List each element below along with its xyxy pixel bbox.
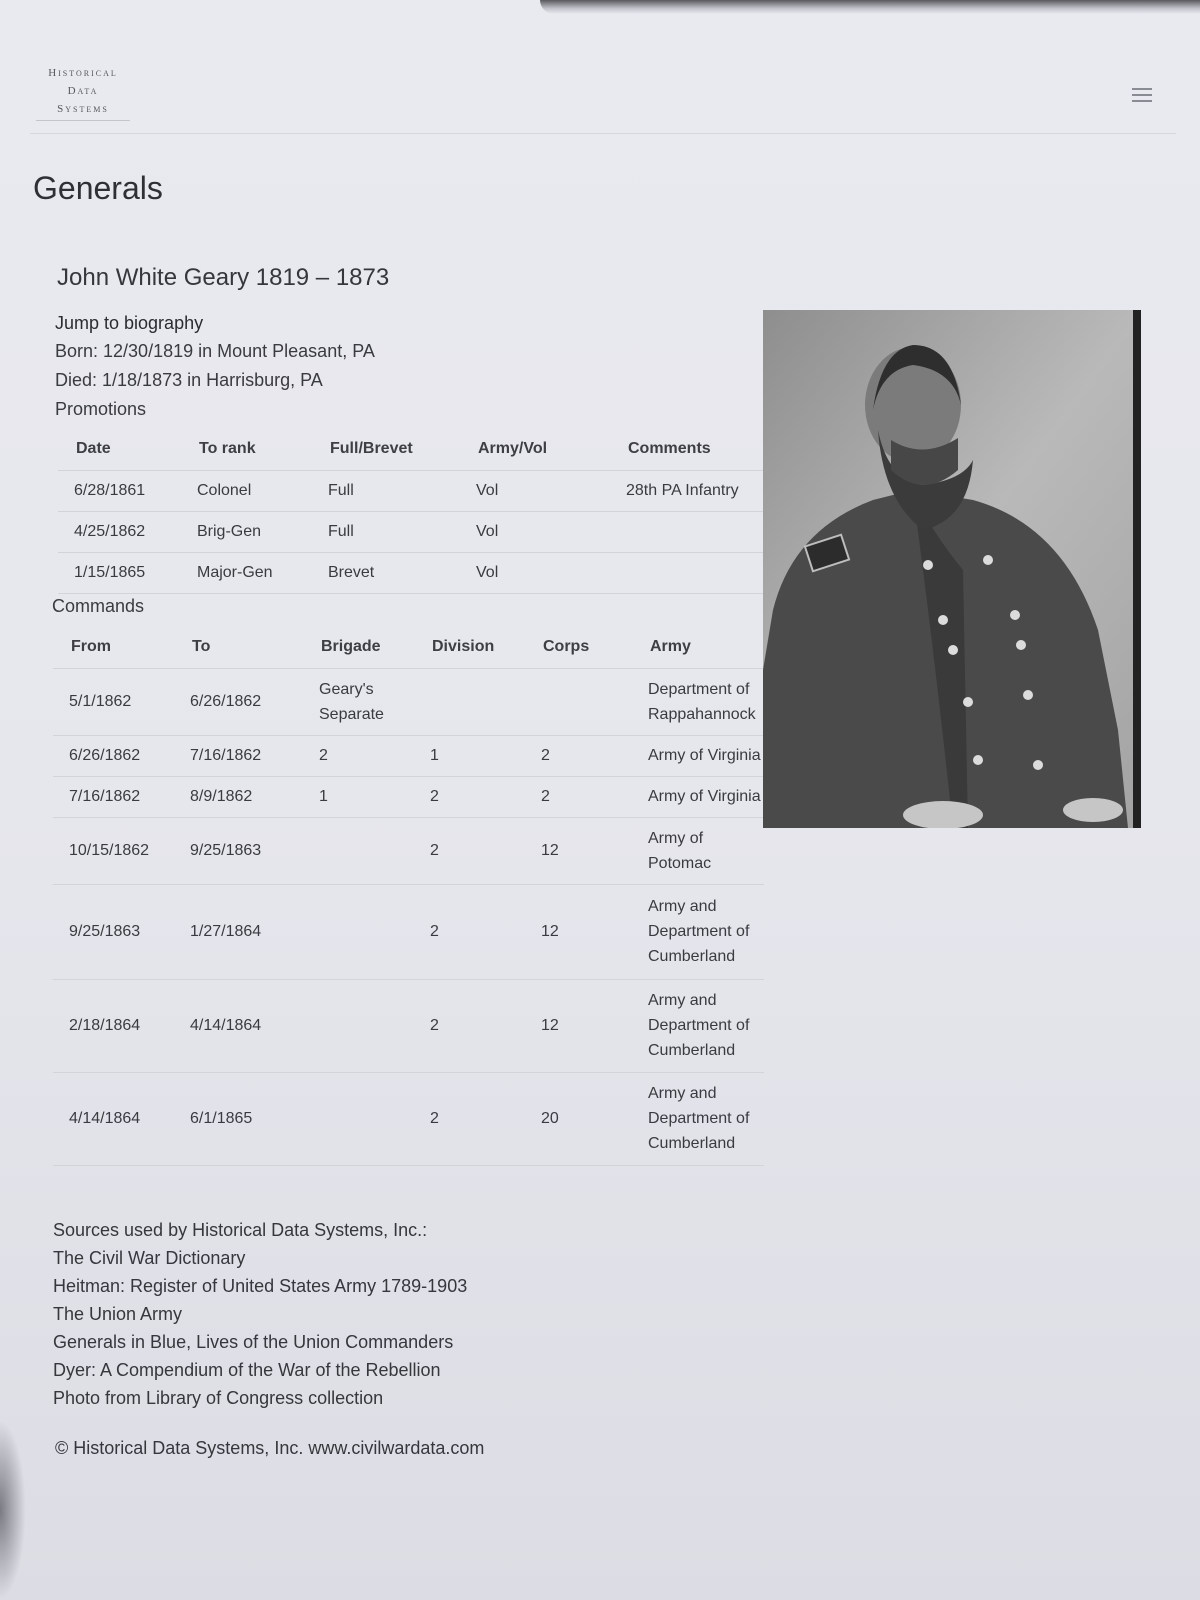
command-to: 7/16/1862 xyxy=(174,735,303,776)
site-logo[interactable] xyxy=(36,64,130,121)
promotion-full-brevet: Full xyxy=(312,511,460,552)
page-title: Generals xyxy=(33,170,163,206)
command-army: Army and Department of Cumberland xyxy=(632,1072,764,1165)
table-row xyxy=(58,552,764,593)
table-row xyxy=(53,817,764,884)
corner-shadow xyxy=(0,1420,26,1600)
command-corps: 12 xyxy=(525,884,632,979)
column-header-to-rank: To rank xyxy=(181,428,312,470)
command-to: 6/1/1865 xyxy=(174,1072,303,1165)
sources-section xyxy=(53,1216,467,1412)
promotion-full-brevet: Full xyxy=(312,470,460,511)
command-division: 2 xyxy=(414,884,525,979)
command-to: 9/25/1863 xyxy=(174,817,303,884)
promotion-comment: 28th PA Infantry xyxy=(610,470,764,511)
command-from: 4/14/1864 xyxy=(53,1072,174,1165)
general-name-heading: John White Geary 1819 – 1873 xyxy=(57,264,390,291)
command-corps: 20 xyxy=(525,1072,632,1165)
logo-line-3: Systems xyxy=(57,103,109,115)
command-to: 8/9/1862 xyxy=(174,776,303,817)
command-army: Army and Department of Cumberland xyxy=(632,979,764,1072)
command-from: 6/26/1862 xyxy=(53,735,174,776)
command-corps: 2 xyxy=(525,776,632,817)
promotion-army-vol: Vol xyxy=(460,511,610,552)
promotion-date: 6/28/1861 xyxy=(58,470,181,511)
command-corps: 12 xyxy=(525,979,632,1072)
command-corps: 2 xyxy=(525,735,632,776)
column-header-from: From xyxy=(53,626,174,668)
table-row xyxy=(53,1072,764,1165)
column-header-army-vol: Army/Vol xyxy=(460,428,610,470)
commands-heading: Commands xyxy=(52,596,145,616)
column-header-date: Date xyxy=(58,428,181,470)
menu-bar xyxy=(1132,94,1152,96)
promotion-army-vol: Vol xyxy=(460,470,610,511)
promotion-date: 4/25/1862 xyxy=(58,511,181,552)
command-division: 2 xyxy=(414,776,525,817)
command-brigade xyxy=(303,817,414,884)
table-row xyxy=(53,776,764,817)
command-to: 6/26/1862 xyxy=(174,668,303,735)
portrait-illustration xyxy=(763,310,1141,828)
column-header-full-brevet: Full/Brevet xyxy=(312,428,460,470)
command-corps: 12 xyxy=(525,817,632,884)
source-item: Dyer: A Compendium of the War of the Rebellion xyxy=(53,1360,441,1380)
paper-edge-shadow xyxy=(540,0,1200,14)
commands-header-row xyxy=(53,626,764,668)
promotion-full-brevet: Brevet xyxy=(312,552,460,593)
table-row xyxy=(53,884,764,979)
sources-heading: Sources used by Historical Data Systems, Inc.: xyxy=(53,1220,428,1240)
command-from: 5/1/1862 xyxy=(53,668,174,735)
table-row xyxy=(58,470,764,511)
promotion-army-vol: Vol xyxy=(460,552,610,593)
source-item: Generals in Blue, Lives of the Union Commanders xyxy=(53,1332,454,1352)
promotions-table xyxy=(58,428,764,594)
logo-line-2: Data xyxy=(67,85,99,97)
column-header-corps: Corps xyxy=(525,626,632,668)
command-from: 10/15/1862 xyxy=(53,817,174,884)
command-brigade xyxy=(303,1072,414,1165)
source-item: The Civil War Dictionary xyxy=(53,1248,246,1268)
promotion-rank: Brig-Gen xyxy=(181,511,312,552)
command-brigade xyxy=(303,884,414,979)
born-line: Born: 12/30/1819 in Mount Pleasant, PA xyxy=(55,341,375,361)
command-division: 2 xyxy=(414,817,525,884)
command-corps xyxy=(525,668,632,735)
column-header-brigade: Brigade xyxy=(303,626,414,668)
command-to: 1/27/1864 xyxy=(174,884,303,979)
promotions-header-row xyxy=(58,428,764,470)
hamburger-menu-icon[interactable] xyxy=(1132,88,1152,104)
table-row xyxy=(53,735,764,776)
promotion-rank: Major-Gen xyxy=(181,552,312,593)
copyright-footer: © Historical Data Systems, Inc. www.civilwardata.com xyxy=(55,1438,485,1458)
source-item: Photo from Library of Congress collection xyxy=(53,1388,384,1408)
command-division: 2 xyxy=(414,1072,525,1165)
command-from: 2/18/1864 xyxy=(53,979,174,1072)
command-brigade: Geary's Separate xyxy=(303,668,414,735)
command-army: Army and Department of Cumberland xyxy=(632,884,764,979)
jump-to-biography-link[interactable]: Jump to biography xyxy=(55,313,204,333)
table-row xyxy=(53,979,764,1072)
command-brigade: 1 xyxy=(303,776,414,817)
promotion-comment xyxy=(610,511,764,552)
command-army: Department of Rappahannock xyxy=(632,668,764,735)
logo-line-1: Historical xyxy=(48,67,118,79)
source-item: Heitman: Register of United States Army 1789-1903 xyxy=(53,1276,468,1296)
command-brigade xyxy=(303,979,414,1072)
command-brigade: 2 xyxy=(303,735,414,776)
column-header-comments: Comments xyxy=(610,428,764,470)
table-row xyxy=(53,668,764,735)
promotion-date: 1/15/1865 xyxy=(58,552,181,593)
commands-table xyxy=(53,626,764,1166)
died-line: Died: 1/18/1873 in Harrisburg, PA xyxy=(55,370,323,390)
command-army: Army of Virginia xyxy=(632,735,764,776)
command-army: Army of Potomac xyxy=(632,817,764,884)
promotions-heading: Promotions xyxy=(55,399,147,419)
general-portrait-photo xyxy=(763,310,1141,828)
command-to: 4/14/1864 xyxy=(174,979,303,1072)
command-army: Army of Virginia xyxy=(632,776,764,817)
column-header-division: Division xyxy=(414,626,525,668)
menu-bar xyxy=(1132,88,1152,90)
promotion-comment xyxy=(610,552,764,593)
command-division: 1 xyxy=(414,735,525,776)
column-header-army: Army xyxy=(632,626,764,668)
column-header-to: To xyxy=(174,626,303,668)
command-from: 7/16/1862 xyxy=(53,776,174,817)
source-item: The Union Army xyxy=(53,1304,183,1324)
menu-bar xyxy=(1132,100,1152,102)
header-divider xyxy=(30,133,1176,134)
promotion-rank: Colonel xyxy=(181,470,312,511)
command-division xyxy=(414,668,525,735)
command-division: 2 xyxy=(414,979,525,1072)
table-row xyxy=(58,511,764,552)
command-from: 9/25/1863 xyxy=(53,884,174,979)
